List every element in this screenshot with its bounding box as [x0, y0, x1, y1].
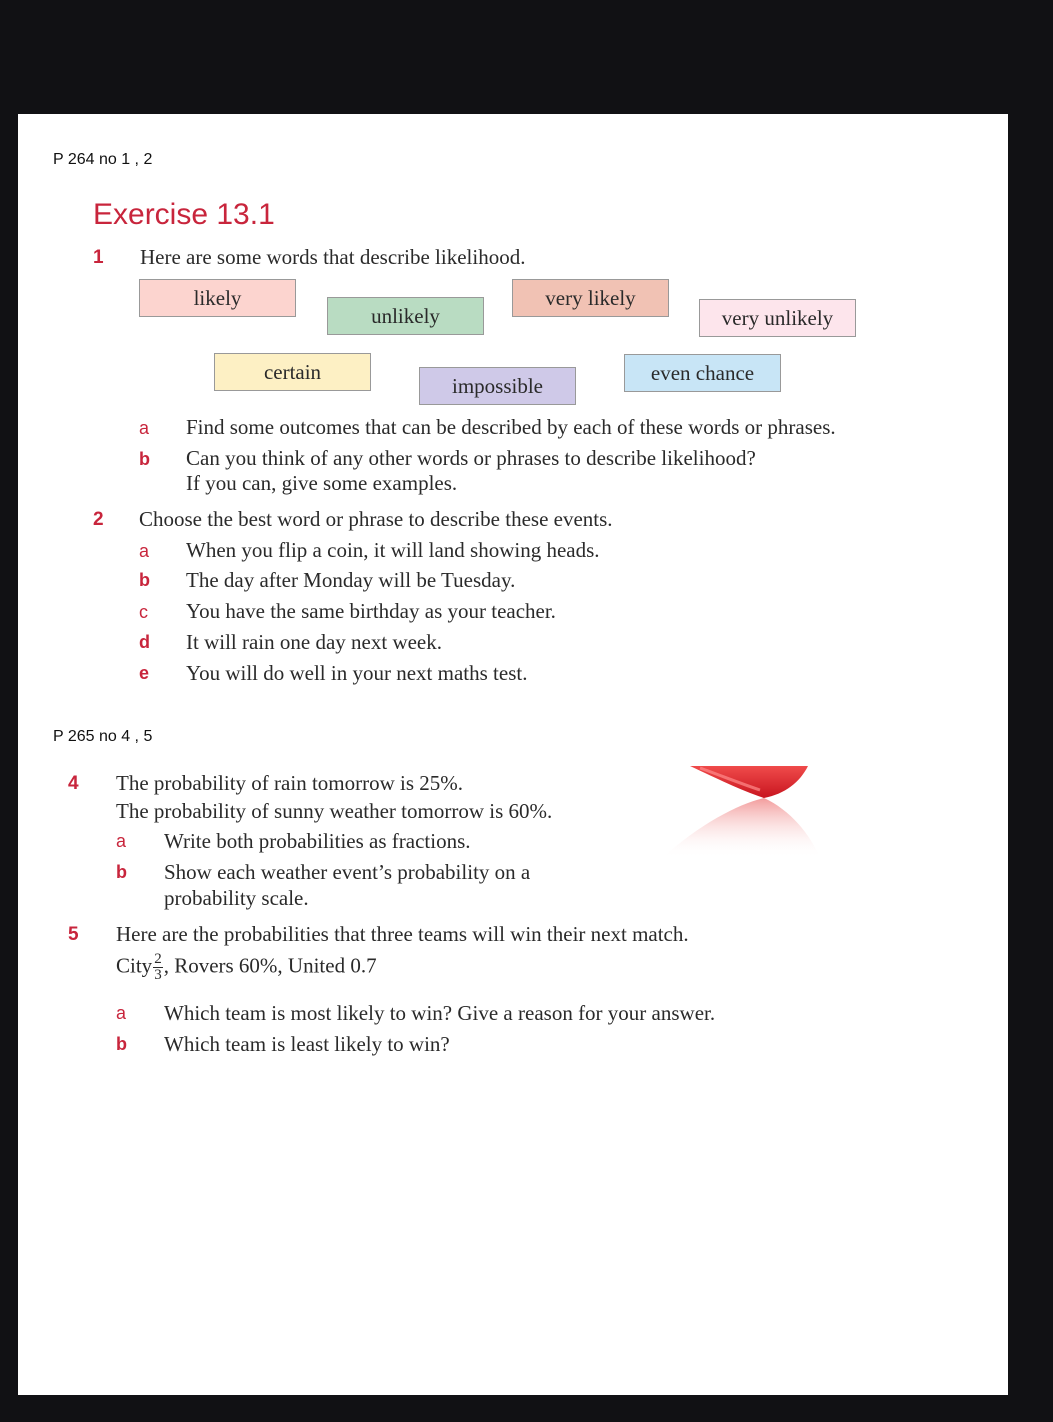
- question-5-number: 5: [68, 924, 79, 945]
- word-chip-impossible: impossible: [419, 367, 576, 405]
- question-1a-text: Find some outcomes that can be described by each of these words or phrases.: [186, 415, 836, 439]
- question-1a-label: a: [139, 418, 150, 438]
- question-2-number: 2: [93, 509, 104, 530]
- word-chip-very-likely: very likely: [512, 279, 669, 317]
- question-4a-label: a: [116, 831, 127, 851]
- question-2a-label: a: [139, 541, 150, 561]
- question-4-number: 4: [68, 773, 79, 794]
- question-2-intro: Choose the best word or phrase to describe these events.: [139, 507, 613, 531]
- page-note-p264: P 264 no 1 , 2: [53, 151, 153, 168]
- word-chip-certain: certain: [214, 353, 371, 391]
- question-2e-text: You will do well in your next maths test.: [186, 661, 528, 685]
- question-2e-label: e: [139, 663, 150, 683]
- question-4b-line2: probability scale.: [164, 886, 309, 910]
- question-5-intro: Here are the probabilities that three teams will win their next match.: [116, 922, 689, 946]
- question-1-intro: Here are some words that describe likelihood.: [140, 245, 526, 269]
- question-1b-line1: Can you think of any other words or phrases to describe likelihood?: [186, 446, 756, 470]
- umbrella-icon: [660, 764, 840, 864]
- question-2c-text: You have the same birthday as your teacher.: [186, 599, 556, 623]
- question-1-number: 1: [93, 247, 104, 268]
- question-1b-line2: If you can, give some examples.: [186, 471, 458, 495]
- question-1b-label: b: [139, 449, 150, 469]
- question-5b-text: Which team is least likely to win?: [164, 1032, 450, 1056]
- worksheet-page: [18, 114, 1008, 1395]
- team-rest: , Rovers 60%, United 0.7: [163, 953, 377, 978]
- word-chip-unlikely: unlikely: [327, 297, 484, 335]
- question-4b-line1: Show each weather event’s probability on a: [164, 860, 531, 884]
- question-4-line2: The probability of sunny weather tomorrow is 60%.: [116, 799, 553, 823]
- question-5a-label: a: [116, 1003, 127, 1023]
- page-note-p265: P 265 no 4 , 5: [53, 728, 153, 745]
- word-chip-even-chance: even chance: [624, 354, 781, 392]
- question-4a-text: Write both probabilities as fractions.: [164, 829, 471, 853]
- team-city: City: [116, 953, 153, 978]
- city-fraction: [153, 952, 163, 983]
- fraction-denominator: 3: [154, 967, 162, 983]
- question-2c-label: c: [139, 602, 148, 622]
- question-5b-label: b: [116, 1034, 127, 1054]
- question-2b-label: b: [139, 570, 150, 590]
- question-5a-text: Which team is most likely to win? Give a reason for your answer.: [164, 1001, 716, 1025]
- question-5-teams: [116, 952, 377, 983]
- question-4b-label: b: [116, 862, 127, 882]
- fraction-numerator: 2: [154, 951, 162, 967]
- word-chip-likely: likely: [139, 279, 296, 317]
- exercise-title: Exercise 13.1: [93, 198, 275, 231]
- question-4-line1: The probability of rain tomorrow is 25%.: [116, 771, 464, 795]
- question-2a-text: When you flip a coin, it will land showing heads.: [186, 538, 600, 562]
- question-2d-text: It will rain one day next week.: [186, 630, 442, 654]
- question-2b-text: The day after Monday will be Tuesday.: [186, 568, 516, 592]
- word-chip-very-unlikely: very unlikely: [699, 299, 856, 337]
- question-2d-label: d: [139, 632, 150, 652]
